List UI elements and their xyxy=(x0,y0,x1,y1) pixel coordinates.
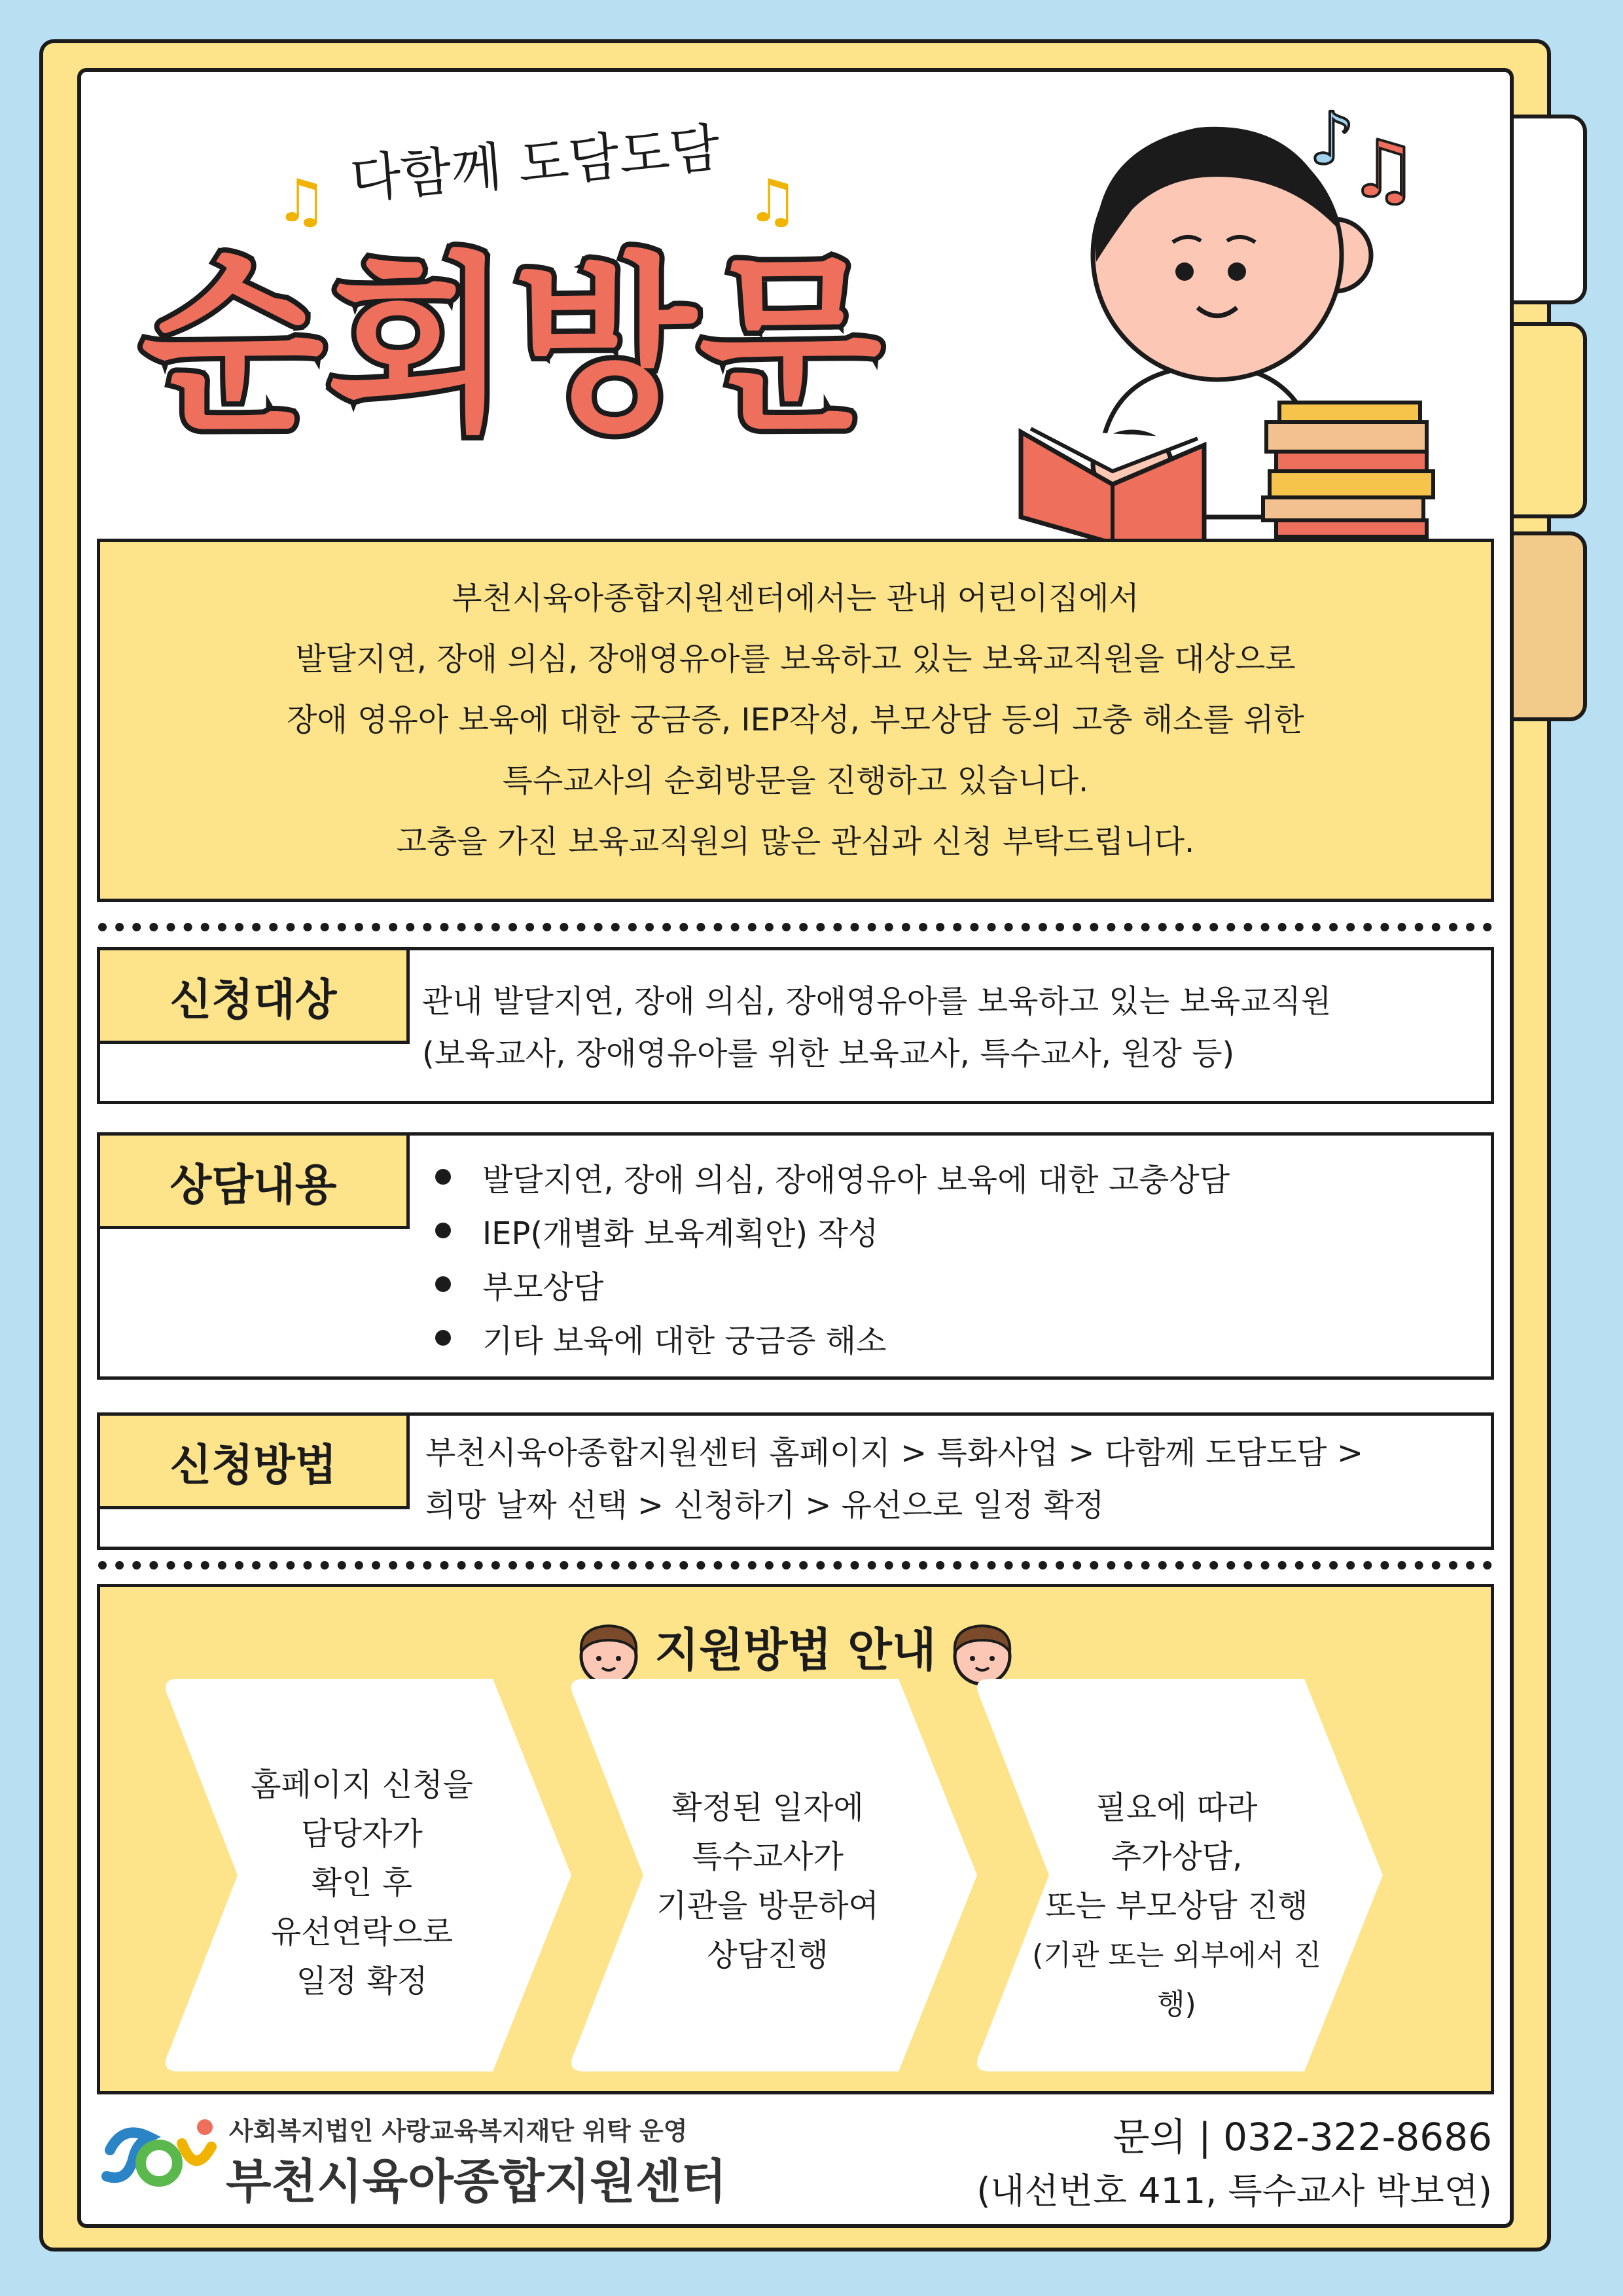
center-logo xyxy=(97,2111,221,2196)
contact-detail: (내선번호 411, 특수교사 박보연) xyxy=(976,2170,1492,2212)
org-sub: 사회복지법인 사랑교육복지재단 위탁 운영 xyxy=(229,2117,688,2145)
step-text xyxy=(1026,1784,1327,2029)
list-item: 기타 보육에 대한 궁금증 해소 xyxy=(435,1311,1230,1365)
step-card xyxy=(152,1679,575,2072)
page-title: 순회방문 xyxy=(141,236,885,457)
org-name: 부천시육아종합지원센터 xyxy=(226,2154,727,2209)
content-label: 상담내용 xyxy=(97,1132,410,1229)
support-steps xyxy=(97,1584,1494,2094)
boy-reading-illustration xyxy=(1001,98,1459,543)
step-line: 추가상담, xyxy=(1111,1839,1243,1875)
step-line: 특수교사가 xyxy=(692,1839,844,1875)
step-line: 유선연락으로 xyxy=(270,1914,454,1950)
list-item: 부모상담 xyxy=(435,1257,1230,1311)
method-label: 신청방법 xyxy=(97,1412,410,1509)
step-line: 기관을 방문하여 xyxy=(656,1888,879,1924)
step-card xyxy=(558,1679,980,2072)
list-item: IEP(개별화 보육계획안) 작성 xyxy=(435,1204,1230,1257)
intro-line: 부천시육아종합지원센터에서는 관내 어린이집에서 xyxy=(452,580,1139,617)
svg-text:♪: ♪ xyxy=(1309,98,1355,181)
dotted-divider xyxy=(98,1561,1492,1570)
content-list xyxy=(435,1150,1230,1365)
folder-tab xyxy=(1508,322,1587,518)
step-line: 또는 부모상담 진행 xyxy=(1045,1888,1308,1924)
subtitle: 다함께 도담도담 xyxy=(348,117,722,211)
step-line: 상담진행 xyxy=(707,1937,829,1973)
list-item: 발달지연, 장애 의심, 장애영유아 보육에 대한 고충상담 xyxy=(435,1150,1230,1204)
method-line: 부천시육아종합지원센터 홈페이지 > 특화사업 > 다함께 도담도담 > xyxy=(425,1435,1364,1471)
music-note-icon: ♫ xyxy=(275,167,328,236)
child-face-icon xyxy=(943,1621,1022,1686)
child-face-icon xyxy=(569,1621,648,1686)
steps-title-text: 지원방법 안내 xyxy=(654,1623,936,1677)
svg-text:♫: ♫ xyxy=(1348,124,1419,215)
target-line: 관내 발달지연, 장애 의심, 장애영유아를 보육하고 있는 보육교직원 xyxy=(422,983,1332,1020)
bullet-icon xyxy=(435,1169,451,1185)
intro-line: 고충을 가진 보육교직원의 많은 관심과 신청 부탁드립니다. xyxy=(396,823,1195,860)
bullet-icon xyxy=(435,1223,451,1238)
dotted-divider xyxy=(98,923,1492,931)
target-label: 신청대상 xyxy=(97,947,410,1044)
intro-line: 발달지연, 장애 의심, 장애영유아를 보육하고 있는 보육교직원을 대상으로 xyxy=(295,641,1296,677)
bullet-icon xyxy=(435,1330,451,1346)
step-line: 홈페이지 신청을 xyxy=(251,1767,473,1803)
bullet-icon xyxy=(435,1276,451,1292)
intro-box xyxy=(97,539,1494,902)
step-line: 필요에 따라 xyxy=(1096,1789,1258,1826)
step-line: 확정된 일자에 xyxy=(671,1789,864,1826)
target-line: (보육교사, 장애영유아를 위한 보육교사, 특수교사, 원장 등) xyxy=(422,1035,1235,1072)
step-text xyxy=(637,1784,899,1980)
step-line: (기관 또는 외부에서 진행) xyxy=(1032,1939,1321,2021)
steps-title xyxy=(100,1613,1491,1686)
contact-phone: 문의 | 032-322-8686 xyxy=(1113,2115,1492,2159)
intro-line: 특수교사의 순회방문을 진행하고 있습니다. xyxy=(502,762,1089,799)
intro-line: 장애 영유아 보육에 대한 궁금증, IEP작성, 부모상담 등의 고충 해소를 위한 xyxy=(287,702,1304,738)
target-text xyxy=(422,975,1331,1080)
folder-tab xyxy=(1508,531,1587,721)
step-text xyxy=(231,1761,493,2006)
method-line: 희망 날짜 선택 > 신청하기 > 유선으로 일정 확정 xyxy=(425,1487,1105,1524)
step-line: 확인 후 xyxy=(311,1865,413,1901)
music-note-icon: ♫ xyxy=(746,167,799,236)
step-card xyxy=(964,1679,1386,2072)
step-line: 일정 확정 xyxy=(296,1963,428,2000)
step-line: 담당자가 xyxy=(301,1816,423,1852)
method-text xyxy=(425,1427,1363,1532)
folder-tab xyxy=(1508,115,1587,304)
